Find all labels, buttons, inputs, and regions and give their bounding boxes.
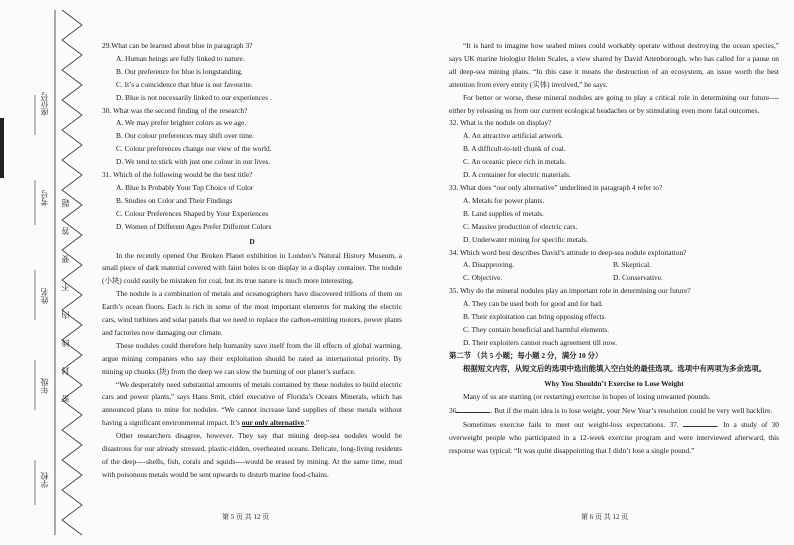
q33-option-a: A. Metals for power plants. <box>463 195 545 205</box>
q33-option-c: C. Massive production of electric cars. <box>463 221 578 231</box>
passage-title: Why You Shouldn’t Exercise to Lose Weight <box>544 378 684 388</box>
q30-stem: 30. What was the second finding of the research? <box>102 105 248 115</box>
exam-no-label: 考号 <box>40 190 49 206</box>
grade-label: 年级 <box>40 378 49 394</box>
q34-options-row-1 <box>449 259 779 272</box>
q33-stem: 33. What does “our only alternative” underlined in paragraph 4 refer to? <box>449 182 663 192</box>
paragraph-4-end: .” <box>304 418 310 428</box>
q29-option-b: B. Our preference for blue is longstanding. <box>116 66 243 76</box>
underlined-phrase: our only alternative <box>241 418 305 428</box>
section-2-instructions: 根据短文内容，从短文后的选项中选出能填入空白处的最佳选项。选项中有两项为多余选项。 <box>463 363 767 373</box>
passage-d-paragraph-1: In the recently opened Our Broken Planet exhibition in London’s Natural History Museum, a small piece of dark material covered with faint holes is on display in a display container. The nodule (小块) could easily be mistaken for coal, but its true nature is much more interesting. <box>102 250 402 286</box>
q32-option-c: C. An oceanic piece rich in metals. <box>463 157 567 167</box>
name-label: 姓名 <box>40 288 49 304</box>
q30-option-d: D. We tend to stick with just one colour in our lives. <box>116 157 271 167</box>
passage-sentence-1: Many of us are starting (or restarting) exercise in hopes of losing unwanted pounds. <box>463 392 711 402</box>
passage-sentence-3 <box>449 418 779 458</box>
q35-option-a: A. They can be used both for good and for bad. <box>463 299 603 309</box>
q33-option-b: B. Land supplies of metals. <box>463 208 544 218</box>
passage-d-paragraph-2: The nodule is a combination of metals and oceanographers have discovered trillions of them on Earth’s ocean floors. Each is rich in some of the most important elements for making the electric cars, wind turbines and solar panels that we need to replace the carbon-emitting motors, power plants and factories now damaging our climate. <box>102 289 402 337</box>
section-d-heading: D <box>249 236 255 246</box>
blank-36 <box>456 404 490 413</box>
zigzag-seal-line <box>0 0 92 545</box>
q32-stem: 32. What is the nodule on display? <box>449 118 552 128</box>
q34-option-d: D. Conservative. <box>613 273 663 283</box>
q29-option-d: D. Blue is not necessarily linked to our experiences . <box>116 92 272 102</box>
passage-d-paragraph-6: “It is hard to imagine how seabed mines could workably operate without destroying the ocean species,” says UK marine biologist Helen Scales, a view shared by David Attenborough, who has called for a pause on all deep-sea mining plans. “In this case it means the destruction of an ecosystem, an issue worth the best attention from every entity (实体) involved,” he says. <box>449 41 779 89</box>
q34-option-b: B. Skeptical. <box>613 260 651 270</box>
blank-37 <box>683 418 717 427</box>
passage-d-paragraph-5: Other researchers disagree, however. They say that mining deep-sea nodules would be disastrous for our already stressed, plastic-ridden, overheated oceans. Delicate, long-living residents of the deep----shells, fish, corals and squids----would be erased by mining. At the same time, mud with poisonous metals would be sent upwards to disturb marine food-chains. <box>102 431 402 479</box>
q30-option-b: B. Our colour preferences may shift over time. <box>116 131 255 141</box>
q34-option-a: A. Disapproving. <box>463 260 515 270</box>
seat-no-label: 座位号 <box>40 92 49 116</box>
school-label: 学校 <box>40 472 49 488</box>
q34-stem: 34. Which word best describes David’s attitude to deep-sea nodule exploitation? <box>449 247 687 257</box>
seal-line-notice: 密 封 线 内 不 要 答 题 <box>61 190 70 403</box>
passage-d-paragraph-7: For better or worse, these mineral nodules are going to play a critical role in determining our future----either by releasing us from our current ecological headaches or by stimulating even more fatal outcomes. <box>449 92 779 115</box>
q31-option-c: C. Colour Preferences Shaped by Your Experiences <box>116 208 269 218</box>
binding-margin <box>0 0 92 545</box>
q34-options-row-2 <box>449 272 779 285</box>
q32-option-a: A. An attractive artificial artwork. <box>463 131 564 141</box>
right-column <box>449 40 779 458</box>
section-2-header: 第二节 （共 5 小题；每小题 2 分，满分 10 分） <box>449 350 603 360</box>
q31-stem: 31. Which of the following would be the best title? <box>102 170 253 180</box>
q30-option-c: C. Colour preferences change our view of the world. <box>116 144 272 154</box>
sentence-3-start: Sometimes exercise fails to meet our weight-loss expectations. 37. <box>463 420 679 430</box>
page-number-right: 第 6 页 共 12 页 <box>581 513 629 521</box>
q31-option-a: A. Blue Is Probably Your Top Choice of Color <box>116 182 254 192</box>
passage-d-paragraph-3: These nodules could therefore help humanity save itself from the ill effects of global warming, argue mining companies who say their exploitation should be rated as international priority. By mining up chunks (块) from the deep we can slow the burning of our planet’s surface. <box>102 340 402 376</box>
sentence-2-rest: . But if the main idea is to lose weight, your New Year’s resolution could be very well backfire. <box>490 406 773 416</box>
q34-option-c: C. Objective. <box>463 273 503 283</box>
q29-stem: 29.What can be learned about blue in paragraph 3? <box>102 41 253 50</box>
left-column <box>102 40 402 482</box>
blank-36-number: 36 <box>449 406 457 416</box>
q31-option-d: D. Women of Different Ages Prefer Different Colors <box>116 221 272 231</box>
passage-sentence-2 <box>449 404 779 418</box>
q32-option-d: D. A container for electric materials. <box>463 170 571 180</box>
paragraph-4-text: “We desperately need substantial amounts of metals contained by these nodules to build electric cars and power plants,” says Hans Smit, chief executive of Florida’s Oceans Minerals, which has announced plans to mine for nodules. “We cannot increase land supplies of these metals without having a significant environmental impact. It’s <box>102 379 402 428</box>
passage-d-paragraph-4 <box>102 379 402 431</box>
sentence-3-rest: . In a study of 30 overweight people who participated in a 12-week exercise program and were interviewed afterward, this response was typical: “It was quite disappointing that I didn’t lose a single pound.” <box>449 420 780 456</box>
q31-option-b: B. Studies on Color and Their Findings <box>116 195 233 205</box>
q35-option-b: B. Their exploitation can bring opposing effects. <box>463 312 607 322</box>
q30-option-a: A. We may prefer brighter colors as we age. <box>116 118 247 128</box>
q35-option-c: C. They contain beneficial and harmful elements. <box>463 324 609 334</box>
q29-option-c: C. It’s a coincidence that blue is our favourite. <box>116 79 253 89</box>
q35-option-d: D. Their exploiters cannot reach agreement till now. <box>463 337 617 347</box>
q35-stem: 35. Why do the mineral nodules play an important role in determining our future? <box>449 286 691 296</box>
q33-option-d: D. Underwater mining for specific metals. <box>463 234 588 244</box>
q29-option-a: A. Human beings are fully linked to nature. <box>116 53 245 63</box>
page-number-left: 第 5 页 共 12 页 <box>222 513 270 521</box>
q32-option-b: B. A difficult-to-tell chunk of coal. <box>463 144 566 154</box>
